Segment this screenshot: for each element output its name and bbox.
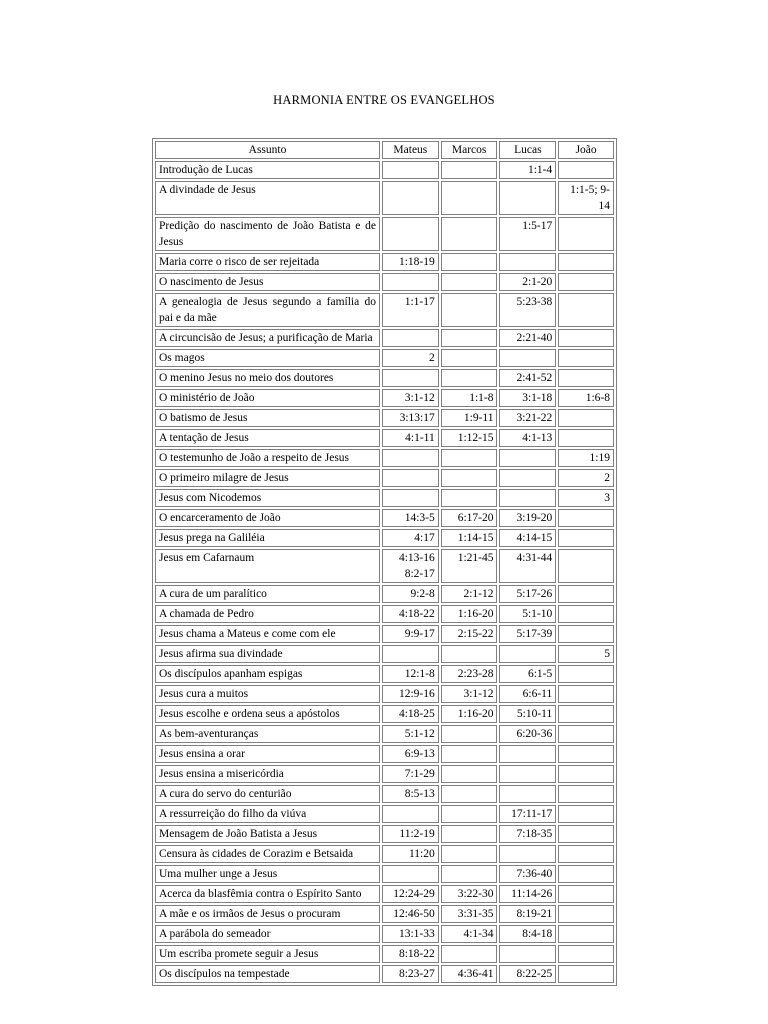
mateus-ref-cell [382, 645, 439, 663]
mateus-ref-cell: 5:1-12 [382, 725, 439, 743]
lucas-ref-cell: 2:41-52 [499, 369, 556, 387]
marcos-ref-cell [441, 329, 498, 347]
table-row [155, 409, 614, 427]
joao-ref-cell [558, 885, 614, 903]
lucas-ref-cell: 5:1-10 [499, 605, 556, 623]
mateus-ref-cell: 4:18-22 [382, 605, 439, 623]
mateus-ref-cell: 8:18-22 [382, 945, 439, 963]
subject-cell: Jesus cura a muitos [155, 685, 380, 703]
joao-ref-cell [558, 349, 614, 367]
table-row [155, 625, 614, 643]
table-row [155, 665, 614, 683]
lucas-ref-cell: 5:17-26 [499, 585, 556, 603]
lucas-ref-cell: 8:22-25 [499, 965, 556, 983]
marcos-ref-cell [441, 253, 498, 271]
subject-cell: O batismo de Jesus [155, 409, 380, 427]
marcos-ref-cell [441, 765, 498, 783]
table-row [155, 725, 614, 743]
joao-ref-cell [558, 845, 614, 863]
marcos-ref-cell [441, 181, 498, 215]
mateus-ref-cell: 4:13-16 8:2-17 [382, 549, 439, 583]
mateus-ref-cell [382, 217, 439, 251]
marcos-ref-cell [441, 865, 498, 883]
mateus-ref-cell [382, 329, 439, 347]
joao-ref-cell [558, 409, 614, 427]
joao-ref-cell [558, 253, 614, 271]
table-row [155, 705, 614, 723]
joao-ref-cell [558, 369, 614, 387]
table-row [155, 469, 614, 487]
joao-ref-cell [558, 685, 614, 703]
lucas-ref-cell [499, 449, 556, 467]
mateus-ref-cell [382, 369, 439, 387]
subject-cell: Mensagem de João Batista a Jesus [155, 825, 380, 843]
marcos-ref-cell: 1:14-15 [441, 529, 498, 547]
marcos-ref-cell: 1:1-8 [441, 389, 498, 407]
mateus-ref-cell [382, 161, 439, 179]
mateus-ref-cell: 11:2-19 [382, 825, 439, 843]
table-row [155, 273, 614, 291]
joao-ref-cell [558, 605, 614, 623]
marcos-ref-cell [441, 845, 498, 863]
marcos-ref-cell [441, 645, 498, 663]
subject-cell: Jesus em Cafarnaum [155, 549, 380, 583]
subject-cell: Introdução de Lucas [155, 161, 380, 179]
joao-ref-cell [558, 785, 614, 803]
subject-cell: Os discípulos apanham espigas [155, 665, 380, 683]
table-row [155, 161, 614, 179]
mateus-ref-cell [382, 273, 439, 291]
subject-cell: O testemunho de João a respeito de Jesus [155, 449, 380, 467]
lucas-ref-cell: 4:31-44 [499, 549, 556, 583]
marcos-ref-cell [441, 785, 498, 803]
table-row [155, 489, 614, 507]
header-row [155, 141, 614, 159]
marcos-ref-cell [441, 293, 498, 327]
subject-cell: O ministério de João [155, 389, 380, 407]
marcos-ref-cell [441, 161, 498, 179]
lucas-ref-cell: 5:10-11 [499, 705, 556, 723]
lucas-ref-cell: 3:1-18 [499, 389, 556, 407]
joao-ref-cell [558, 293, 614, 327]
marcos-ref-cell [441, 745, 498, 763]
joao-ref-cell [558, 805, 614, 823]
table-row [155, 389, 614, 407]
joao-ref-cell [558, 529, 614, 547]
subject-cell: Jesus afirma sua divindade [155, 645, 380, 663]
marcos-ref-cell [441, 369, 498, 387]
subject-cell: A chamada de Pedro [155, 605, 380, 623]
mateus-ref-cell: 12:24-29 [382, 885, 439, 903]
subject-cell: A mãe e os irmãos de Jesus o procuram [155, 905, 380, 923]
marcos-ref-cell: 1:12-15 [441, 429, 498, 447]
lucas-ref-cell: 6:20-36 [499, 725, 556, 743]
mateus-ref-cell: 14:3-5 [382, 509, 439, 527]
joao-ref-cell [558, 725, 614, 743]
mateus-ref-cell [382, 469, 439, 487]
mateus-ref-cell: 3:13:17 [382, 409, 439, 427]
table-row [155, 885, 614, 903]
mateus-ref-cell: 13:1-33 [382, 925, 439, 943]
joao-ref-cell [558, 273, 614, 291]
subject-cell: Jesus ensina a orar [155, 745, 380, 763]
subject-cell: A circuncisão de Jesus; a purificação de Maria [155, 329, 380, 347]
table-row [155, 349, 614, 367]
table-row [155, 585, 614, 603]
table-row [155, 925, 614, 943]
lucas-ref-cell: 2:1-20 [499, 273, 556, 291]
lucas-ref-cell [499, 745, 556, 763]
mateus-ref-cell: 4:17 [382, 529, 439, 547]
mateus-ref-cell: 9:2-8 [382, 585, 439, 603]
joao-ref-cell [558, 161, 614, 179]
subject-cell: Um escriba promete seguir a Jesus [155, 945, 380, 963]
table-row [155, 785, 614, 803]
subject-cell: As bem-aventuranças [155, 725, 380, 743]
lucas-ref-cell: 5:23-38 [499, 293, 556, 327]
marcos-ref-cell: 6:17-20 [441, 509, 498, 527]
lucas-ref-cell: 3:21-22 [499, 409, 556, 427]
mateus-ref-cell [382, 449, 439, 467]
subject-cell: Jesus chama a Mateus e come com ele [155, 625, 380, 643]
header-joao: João [558, 141, 614, 159]
lucas-ref-cell [499, 945, 556, 963]
subject-cell: A parábola do semeador [155, 925, 380, 943]
mateus-ref-cell: 1:18-19 [382, 253, 439, 271]
joao-ref-cell [558, 905, 614, 923]
lucas-ref-cell [499, 489, 556, 507]
mateus-ref-cell: 11:20 [382, 845, 439, 863]
table-row [155, 845, 614, 863]
joao-ref-cell: 5 [558, 645, 614, 663]
joao-ref-cell: 1:19 [558, 449, 614, 467]
subject-cell: Jesus ensina a misericórdia [155, 765, 380, 783]
joao-ref-cell [558, 825, 614, 843]
lucas-ref-cell: 8:4-18 [499, 925, 556, 943]
lucas-ref-cell [499, 469, 556, 487]
subject-cell: A divindade de Jesus [155, 181, 380, 215]
table-row [155, 329, 614, 347]
subject-cell: Maria corre o risco de ser rejeitada [155, 253, 380, 271]
mateus-ref-cell: 7:1-29 [382, 765, 439, 783]
marcos-ref-cell [441, 273, 498, 291]
subject-cell: Uma mulher unge a Jesus [155, 865, 380, 883]
marcos-ref-cell [441, 725, 498, 743]
marcos-ref-cell [441, 349, 498, 367]
subject-cell: A genealogia de Jesus segundo a família do pai e da mãe [155, 293, 380, 327]
subject-cell: Jesus com Nicodemos [155, 489, 380, 507]
mateus-ref-cell: 12:46-50 [382, 905, 439, 923]
lucas-ref-cell: 8:19-21 [499, 905, 556, 923]
table-row [155, 509, 614, 527]
marcos-ref-cell [441, 945, 498, 963]
lucas-ref-cell: 1:5-17 [499, 217, 556, 251]
marcos-ref-cell: 3:22-30 [441, 885, 498, 903]
joao-ref-cell [558, 665, 614, 683]
marcos-ref-cell: 1:9-11 [441, 409, 498, 427]
lucas-ref-cell: 6:6-11 [499, 685, 556, 703]
table-row [155, 965, 614, 983]
table-row [155, 253, 614, 271]
joao-ref-cell [558, 705, 614, 723]
lucas-ref-cell: 4:14-15 [499, 529, 556, 547]
joao-ref-cell [558, 925, 614, 943]
header-lucas: Lucas [499, 141, 556, 159]
mateus-ref-cell: 4:1-11 [382, 429, 439, 447]
table-row [155, 865, 614, 883]
lucas-ref-cell: 4:1-13 [499, 429, 556, 447]
subject-cell: Censura às cidades de Corazim e Betsaida [155, 845, 380, 863]
lucas-ref-cell [499, 349, 556, 367]
lucas-ref-cell [499, 765, 556, 783]
marcos-ref-cell [441, 217, 498, 251]
subject-cell: O primeiro milagre de Jesus [155, 469, 380, 487]
mateus-ref-cell: 9:9-17 [382, 625, 439, 643]
table-row [155, 745, 614, 763]
table-row [155, 805, 614, 823]
table-row [155, 529, 614, 547]
joao-ref-cell [558, 429, 614, 447]
mateus-ref-cell: 2 [382, 349, 439, 367]
table-row [155, 945, 614, 963]
marcos-ref-cell: 4:36-41 [441, 965, 498, 983]
marcos-ref-cell [441, 449, 498, 467]
lucas-ref-cell [499, 181, 556, 215]
joao-ref-cell [558, 965, 614, 983]
header-marcos: Marcos [441, 141, 498, 159]
lucas-ref-cell [499, 645, 556, 663]
marcos-ref-cell: 1:16-20 [441, 605, 498, 623]
header-mateus: Mateus [382, 141, 439, 159]
marcos-ref-cell: 2:23-28 [441, 665, 498, 683]
joao-ref-cell [558, 549, 614, 583]
table-row [155, 293, 614, 327]
table-row [155, 217, 614, 251]
harmony-table [152, 138, 617, 986]
lucas-ref-cell [499, 845, 556, 863]
lucas-ref-cell: 1:1-4 [499, 161, 556, 179]
lucas-ref-cell: 3:19-20 [499, 509, 556, 527]
mateus-ref-cell [382, 865, 439, 883]
joao-ref-cell [558, 865, 614, 883]
mateus-ref-cell [382, 489, 439, 507]
lucas-ref-cell [499, 785, 556, 803]
subject-cell: A cura de um paralítico [155, 585, 380, 603]
mateus-ref-cell: 8:23-27 [382, 965, 439, 983]
joao-ref-cell [558, 945, 614, 963]
marcos-ref-cell: 4:1-34 [441, 925, 498, 943]
marcos-ref-cell [441, 805, 498, 823]
joao-ref-cell [558, 217, 614, 251]
table-row [155, 605, 614, 623]
joao-ref-cell: 1:1-5; 9-14 [558, 181, 614, 215]
joao-ref-cell [558, 745, 614, 763]
mateus-ref-cell: 8:5-13 [382, 785, 439, 803]
lucas-ref-cell: 17:11-17 [499, 805, 556, 823]
marcos-ref-cell: 2:1-12 [441, 585, 498, 603]
table-row [155, 429, 614, 447]
marcos-ref-cell [441, 825, 498, 843]
mateus-ref-cell: 1:1-17 [382, 293, 439, 327]
joao-ref-cell [558, 509, 614, 527]
marcos-ref-cell [441, 489, 498, 507]
table-row [155, 181, 614, 215]
marcos-ref-cell: 3:31-35 [441, 905, 498, 923]
lucas-ref-cell: 6:1-5 [499, 665, 556, 683]
subject-cell: O encarceramento de João [155, 509, 380, 527]
table-body [155, 161, 614, 983]
page-title: HARMONIA ENTRE OS EVANGELHOS [273, 93, 495, 107]
joao-ref-cell: 3 [558, 489, 614, 507]
subject-cell: A cura do servo do centurião [155, 785, 380, 803]
mateus-ref-cell [382, 181, 439, 215]
lucas-ref-cell: 11:14-26 [499, 885, 556, 903]
table-row [155, 825, 614, 843]
table-row [155, 369, 614, 387]
marcos-ref-cell: 1:21-45 [441, 549, 498, 583]
subject-cell: Acerca da blasfêmia contra o Espírito Santo [155, 885, 380, 903]
joao-ref-cell [558, 585, 614, 603]
mateus-ref-cell: 6:9-13 [382, 745, 439, 763]
subject-cell: O nascimento de Jesus [155, 273, 380, 291]
table-row [155, 449, 614, 467]
table-row [155, 905, 614, 923]
marcos-ref-cell [441, 469, 498, 487]
lucas-ref-cell: 7:18-35 [499, 825, 556, 843]
marcos-ref-cell: 1:16-20 [441, 705, 498, 723]
marcos-ref-cell: 3:1-12 [441, 685, 498, 703]
subject-cell: Os discípulos na tempestade [155, 965, 380, 983]
mateus-ref-cell [382, 805, 439, 823]
subject-cell: Jesus prega na Galiléia [155, 529, 380, 547]
joao-ref-cell [558, 329, 614, 347]
subject-cell: A ressurreição do filho da viúva [155, 805, 380, 823]
joao-ref-cell: 1:6-8 [558, 389, 614, 407]
mateus-ref-cell: 3:1-12 [382, 389, 439, 407]
lucas-ref-cell [499, 253, 556, 271]
lucas-ref-cell: 7:36-40 [499, 865, 556, 883]
table-row [155, 765, 614, 783]
lucas-ref-cell: 2:21-40 [499, 329, 556, 347]
joao-ref-cell: 2 [558, 469, 614, 487]
subject-cell: O menino Jesus no meio dos doutores [155, 369, 380, 387]
marcos-ref-cell: 2:15-22 [441, 625, 498, 643]
table-row [155, 645, 614, 663]
subject-cell: A tentação de Jesus [155, 429, 380, 447]
joao-ref-cell [558, 625, 614, 643]
mateus-ref-cell: 12:1-8 [382, 665, 439, 683]
header-subject: Assunto [155, 141, 380, 159]
mateus-ref-cell: 12:9-16 [382, 685, 439, 703]
subject-cell: Os magos [155, 349, 380, 367]
lucas-ref-cell: 5:17-39 [499, 625, 556, 643]
mateus-ref-cell: 4:18-25 [382, 705, 439, 723]
subject-cell: Predição do nascimento de João Batista e de Jesus [155, 217, 380, 251]
table-row [155, 549, 614, 583]
subject-cell: Jesus escolhe e ordena seus a apóstolos [155, 705, 380, 723]
joao-ref-cell [558, 765, 614, 783]
table-row [155, 685, 614, 703]
